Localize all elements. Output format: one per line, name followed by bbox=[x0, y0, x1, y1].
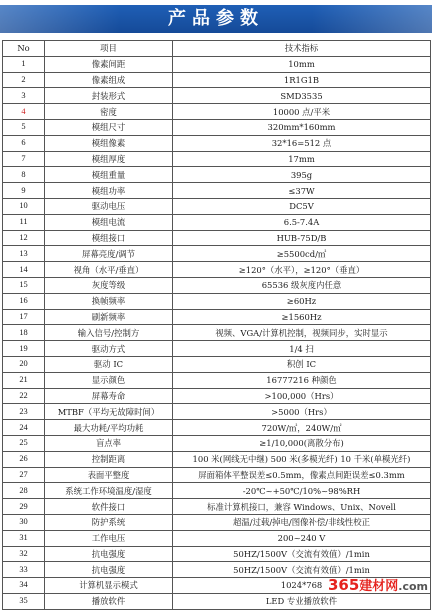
table-row bbox=[3, 167, 431, 183]
row-number: 22 bbox=[3, 388, 45, 404]
row-item: 模组厚度 bbox=[45, 151, 173, 167]
row-spec: 屏面箱体平整误差≤0.5mm，像素点间距误差≤0.3mm bbox=[173, 467, 431, 483]
row-number: 16 bbox=[3, 293, 45, 309]
row-item: 刷新频率 bbox=[45, 309, 173, 325]
row-spec: 1/4 扫 bbox=[173, 341, 431, 357]
row-item: 模组功率 bbox=[45, 183, 173, 199]
row-number: 3 bbox=[3, 88, 45, 104]
row-spec: ≥1560Hz bbox=[173, 309, 431, 325]
row-spec: 720W/㎡，240W/㎡ bbox=[173, 420, 431, 436]
row-item: 抗电强度 bbox=[45, 562, 173, 578]
row-item: 密度 bbox=[45, 104, 173, 120]
table-row bbox=[3, 356, 431, 372]
table-row bbox=[3, 262, 431, 278]
table-row bbox=[3, 135, 431, 151]
row-item: 模组接口 bbox=[45, 230, 173, 246]
table-row bbox=[3, 119, 431, 135]
row-number: 6 bbox=[3, 135, 45, 151]
row-item: 模组像素 bbox=[45, 135, 173, 151]
row-number: 23 bbox=[3, 404, 45, 420]
row-spec: ≥120°（水平），≥120°（垂直） bbox=[173, 262, 431, 278]
table-row bbox=[3, 467, 431, 483]
row-item: 像素间距 bbox=[45, 56, 173, 72]
row-spec: LED 专业播放软件 bbox=[173, 593, 431, 609]
row-number: 30 bbox=[3, 514, 45, 530]
row-item: 驱动方式 bbox=[45, 341, 173, 357]
table-row bbox=[3, 388, 431, 404]
table-row bbox=[3, 499, 431, 515]
table-row bbox=[3, 214, 431, 230]
row-item: 软件接口 bbox=[45, 499, 173, 515]
row-number: 12 bbox=[3, 230, 45, 246]
row-item: 驱动电压 bbox=[45, 198, 173, 214]
row-spec: >100,000（Hrs） bbox=[173, 388, 431, 404]
row-number: 28 bbox=[3, 483, 45, 499]
table-row bbox=[3, 183, 431, 199]
row-item: MTBF（平均无故障时间） bbox=[45, 404, 173, 420]
table-row bbox=[3, 325, 431, 341]
row-item: 视角（水平/垂直） bbox=[45, 262, 173, 278]
row-spec: 积创 IC bbox=[173, 356, 431, 372]
row-spec: 17mm bbox=[173, 151, 431, 167]
row-number: 15 bbox=[3, 277, 45, 293]
table-row bbox=[3, 435, 431, 451]
table-row bbox=[3, 593, 431, 609]
header-banner bbox=[0, 0, 432, 38]
row-item: 模组尺寸 bbox=[45, 119, 173, 135]
table-row bbox=[3, 514, 431, 530]
row-spec: 32*16=512 点 bbox=[173, 135, 431, 151]
table-row bbox=[3, 404, 431, 420]
table-row bbox=[3, 372, 431, 388]
table-body bbox=[3, 56, 431, 609]
row-number: 31 bbox=[3, 530, 45, 546]
header-item: 项目 bbox=[45, 41, 173, 57]
row-item: 屏幕亮度/调节 bbox=[45, 246, 173, 262]
row-number: 24 bbox=[3, 420, 45, 436]
row-number: 14 bbox=[3, 262, 45, 278]
row-item: 系统工作环境温度/湿度 bbox=[45, 483, 173, 499]
row-spec: 1R1G1B bbox=[173, 72, 431, 88]
row-item: 换帧频率 bbox=[45, 293, 173, 309]
table-row bbox=[3, 56, 431, 72]
row-spec: -20℃~+50℃/10%~98%RH bbox=[173, 483, 431, 499]
row-number: 17 bbox=[3, 309, 45, 325]
row-spec: ≥1/10,000(离散分布) bbox=[173, 435, 431, 451]
row-spec: 视频、VGA/计算机控制，视频同步，实时显示 bbox=[173, 325, 431, 341]
row-number: 10 bbox=[3, 198, 45, 214]
row-number: 33 bbox=[3, 562, 45, 578]
row-number: 8 bbox=[3, 167, 45, 183]
table-row bbox=[3, 420, 431, 436]
row-spec: 395g bbox=[173, 167, 431, 183]
row-spec: 100 米(网线无中继) 500 米(多模光纤) 10 千米(单模光纤) bbox=[173, 451, 431, 467]
row-number: 21 bbox=[3, 372, 45, 388]
row-number: 19 bbox=[3, 341, 45, 357]
row-item: 最大功耗/平均功耗 bbox=[45, 420, 173, 436]
row-item: 驱动 IC bbox=[45, 356, 173, 372]
watermark-name: 建材网 bbox=[359, 579, 399, 594]
row-item: 工作电压 bbox=[45, 530, 173, 546]
row-spec: 标准计算机接口，兼容 Windows、Unix、Novell bbox=[173, 499, 431, 515]
row-number: 29 bbox=[3, 499, 45, 515]
row-number: 27 bbox=[3, 467, 45, 483]
watermark-number: 365 bbox=[327, 576, 360, 594]
header-spec: 技术指标 bbox=[173, 41, 431, 57]
row-number: 26 bbox=[3, 451, 45, 467]
row-spec: DC5V bbox=[173, 198, 431, 214]
row-spec: HUB-75D/B bbox=[173, 230, 431, 246]
row-item: 控制距离 bbox=[45, 451, 173, 467]
row-spec: ≥60Hz bbox=[173, 293, 431, 309]
row-spec: ≤37W bbox=[173, 183, 431, 199]
row-number: 35 bbox=[3, 593, 45, 609]
row-number: 7 bbox=[3, 151, 45, 167]
row-item: 计算机显示模式 bbox=[45, 578, 173, 594]
row-item: 屏幕寿命 bbox=[45, 388, 173, 404]
row-spec: 50HZ/1500V（交流有效值）/1min bbox=[173, 546, 431, 562]
row-number: 18 bbox=[3, 325, 45, 341]
row-spec: 320mm*160mm bbox=[173, 119, 431, 135]
row-item: 盲点率 bbox=[45, 435, 173, 451]
table-row bbox=[3, 151, 431, 167]
row-number: 25 bbox=[3, 435, 45, 451]
row-spec: 16777216 种颜色 bbox=[173, 372, 431, 388]
row-item: 灰度等级 bbox=[45, 277, 173, 293]
table-row bbox=[3, 277, 431, 293]
row-item: 输入信号/控制方 bbox=[45, 325, 173, 341]
row-spec: SMD3535 bbox=[173, 88, 431, 104]
site-watermark-logo bbox=[328, 575, 428, 594]
row-spec: 200~240 V bbox=[173, 530, 431, 546]
row-number: 4 bbox=[3, 104, 45, 120]
table-row bbox=[3, 483, 431, 499]
row-spec: 1024*768 bbox=[173, 578, 431, 594]
row-number: 13 bbox=[3, 246, 45, 262]
table-row bbox=[3, 72, 431, 88]
row-item: 模组重量 bbox=[45, 167, 173, 183]
row-spec: 65536 级灰度内任意 bbox=[173, 277, 431, 293]
row-spec: 6.5-7.4A bbox=[173, 214, 431, 230]
row-number: 1 bbox=[3, 56, 45, 72]
row-item: 防护系统 bbox=[45, 514, 173, 530]
table-row bbox=[3, 530, 431, 546]
row-item: 封装形式 bbox=[45, 88, 173, 104]
row-number: 20 bbox=[3, 356, 45, 372]
row-item: 显示颜色 bbox=[45, 372, 173, 388]
row-number: 2 bbox=[3, 72, 45, 88]
row-number: 32 bbox=[3, 546, 45, 562]
table-row bbox=[3, 88, 431, 104]
table-row bbox=[3, 546, 431, 562]
row-number: 9 bbox=[3, 183, 45, 199]
table-header-row bbox=[3, 41, 431, 57]
row-spec: >5000（Hrs） bbox=[173, 404, 431, 420]
row-spec: 50HZ/1500V（交流有效值）/1min bbox=[173, 562, 431, 578]
table-row bbox=[3, 293, 431, 309]
table-row bbox=[3, 246, 431, 262]
row-spec: 10mm bbox=[173, 56, 431, 72]
watermark-domain: .com bbox=[398, 580, 428, 593]
row-item: 表面平整度 bbox=[45, 467, 173, 483]
row-spec: 超温/过载/掉电/图像补偿/非线性校正 bbox=[173, 514, 431, 530]
row-spec: 10000 点/平米 bbox=[173, 104, 431, 120]
row-number: 11 bbox=[3, 214, 45, 230]
spec-table bbox=[2, 40, 431, 610]
row-spec: ≥5500cd/㎡ bbox=[173, 246, 431, 262]
row-item: 抗电强度 bbox=[45, 546, 173, 562]
row-item: 播放软件 bbox=[45, 593, 173, 609]
table-row bbox=[3, 104, 431, 120]
page-title: 产品参数 bbox=[168, 8, 264, 29]
table-row bbox=[3, 451, 431, 467]
row-item: 像素组成 bbox=[45, 72, 173, 88]
table-row bbox=[3, 309, 431, 325]
row-number: 5 bbox=[3, 119, 45, 135]
table-row bbox=[3, 198, 431, 214]
table-row bbox=[3, 230, 431, 246]
row-number: 34 bbox=[3, 578, 45, 594]
header-no: No bbox=[3, 41, 45, 57]
table-row bbox=[3, 341, 431, 357]
row-item: 模组电流 bbox=[45, 214, 173, 230]
